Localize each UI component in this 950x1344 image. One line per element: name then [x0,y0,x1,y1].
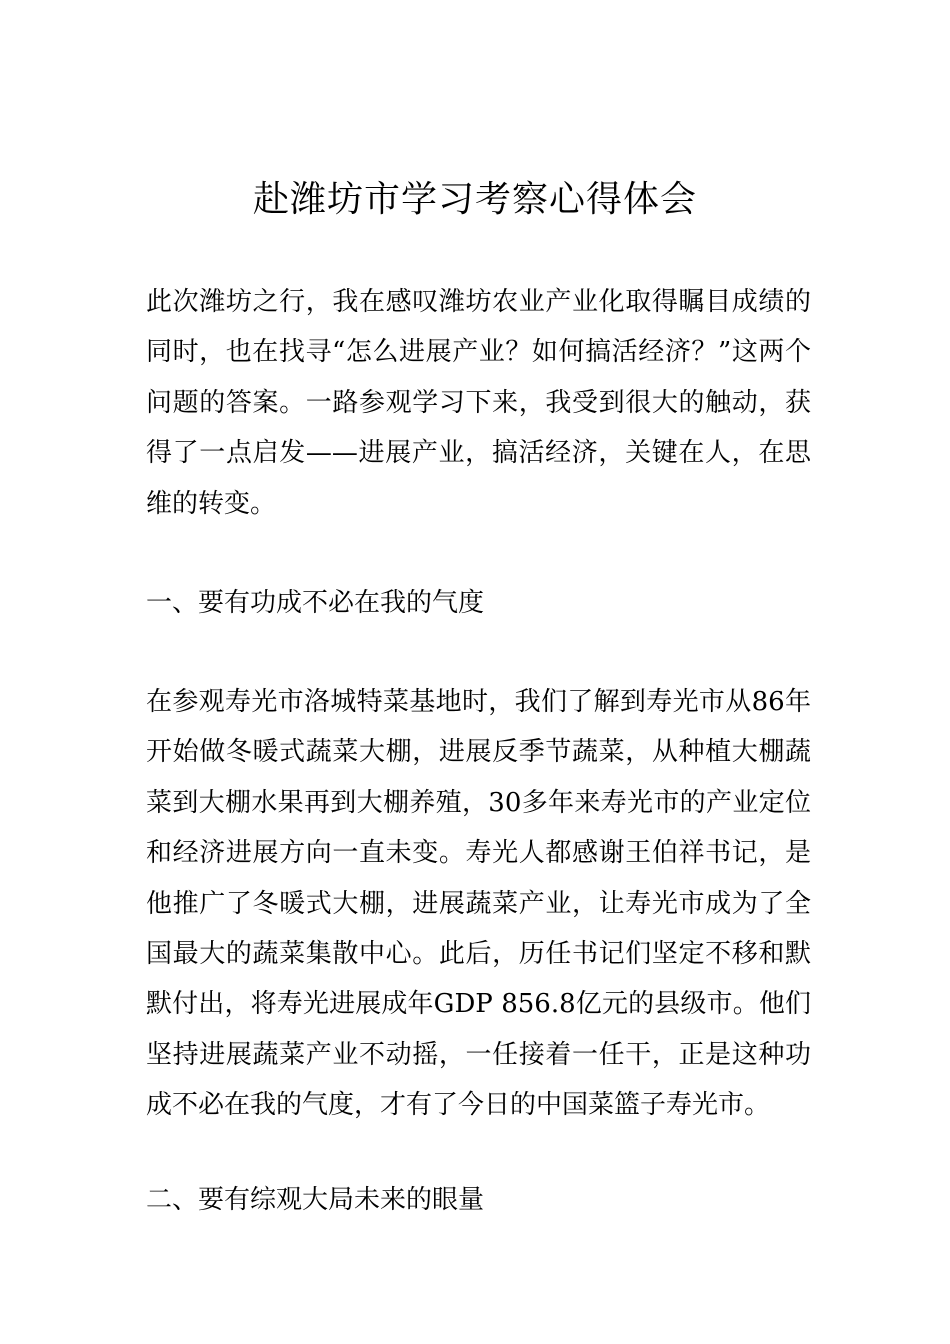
intro-paragraph: 此次潍坊之行，我在感叹潍坊农业产业化取得瞩目成绩的同时，也在找寻“怎么进展产业？如何搞活经济？”这两个问题的答案。一路参观学习下来，我受到很大的触动，获得了一点启发——进展产业，搞活经济，关键在人，在思维的转变。 [146,287,811,519]
section-1-paragraph: 在参观寿光市洛城特菜基地时，我们了解到寿光市从86年开始做冬暖式蔬菜大棚，进展反季节蔬菜，从种植大棚蔬菜到大棚水果再到大棚养殖，30多年来寿光市的产业定位和经济进展方向一直未变。寿光人都感谢王伯祥书记，是他推广了冬暖式大棚，进展蔬菜产业，让寿光市成为了全国最大的蔬菜集散中心。此后，历任书记们坚定不移和默默付出，将寿光进展成年GDP 856.8亿元的县级市。他们坚持进展蔬菜产业不动摇，一任接着一任干，正是这种功成不必在我的气度，才有了今日的中国菜篮子寿光市。 [146,687,811,1121]
document-title: 赴潍坊市学习考察心得体会 [252,179,697,220]
section-1-heading: 一、要有功成不必在我的气度 [146,588,485,618]
section-2-heading: 二、要有综观大局未来的眼量 [146,1185,485,1215]
